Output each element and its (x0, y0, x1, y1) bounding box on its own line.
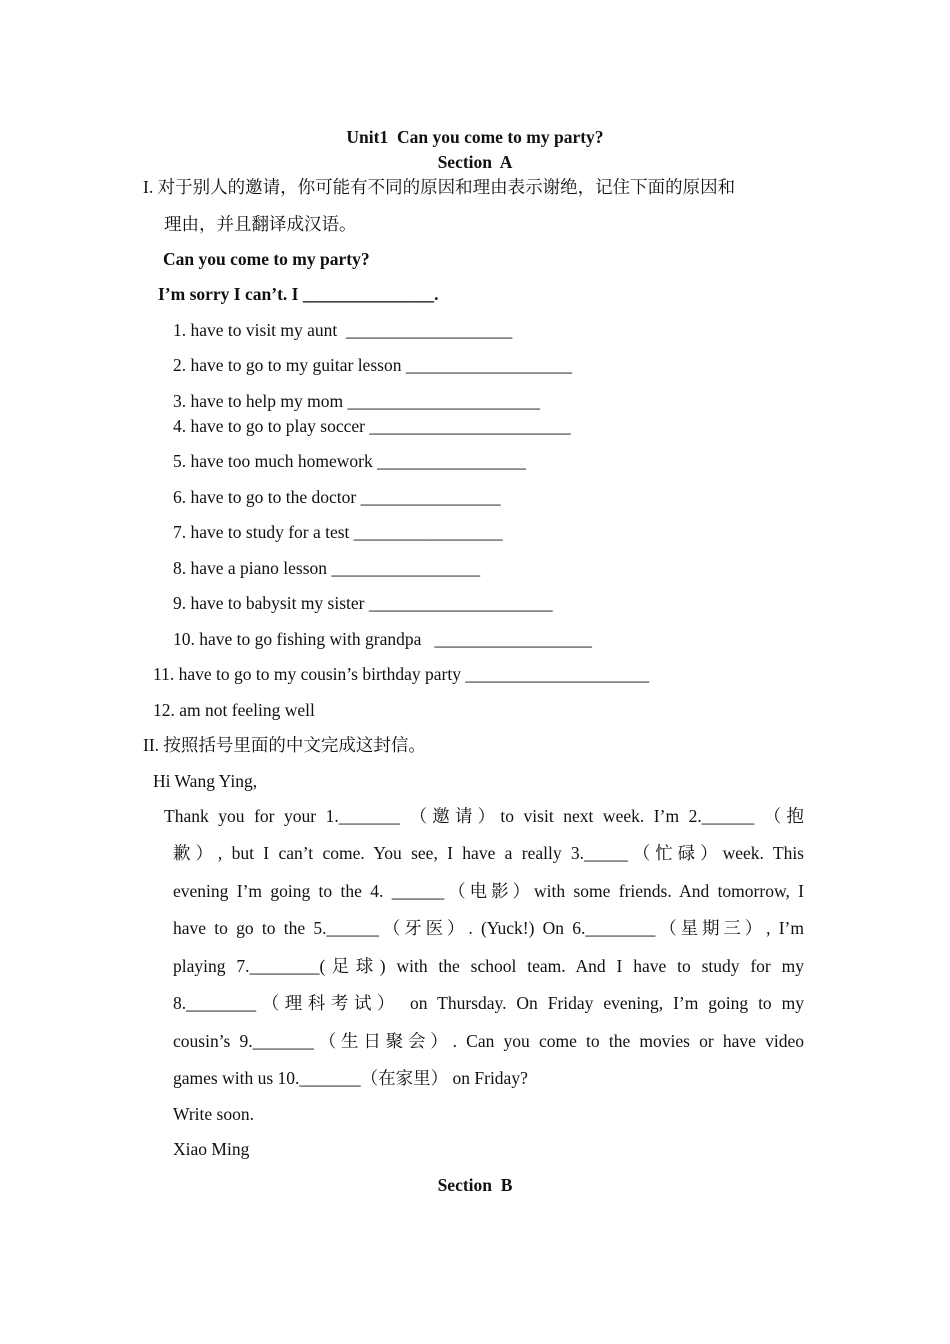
letter-closing: Write soon. (173, 1104, 254, 1124)
part1-instruction-line1: I. 对于别人的邀请，你可能有不同的原因和理由表示谢绝，记住下面的原因和 (143, 177, 736, 197)
list-item: 7. have to study for a test _________________ (173, 522, 503, 542)
letter-signature: Xiao Ming (173, 1139, 250, 1159)
letter-body-line: 8.________（理科考试） on Thursday. On Friday evening, I’m going to my (173, 993, 804, 1013)
letter-body-line: playing 7.________(足球) with the school team. And I have to study for my (173, 956, 804, 976)
list-item: 4. have to go to play soccer _______________________ (173, 416, 571, 436)
list-item: 11. have to go to my cousin’s birthday party _____________________ (153, 664, 650, 684)
list-item: 10. have to go fishing with grandpa __________________ (173, 629, 592, 649)
list-item: 2. have to go to my guitar lesson ___________________ (173, 355, 573, 375)
list-item: 5. have too much homework _________________ (173, 451, 526, 471)
list-item: 9. have to babysit my sister _____________________ (173, 593, 553, 613)
part1-answer-stem: I’m sorry I can’t. I _______________. (158, 284, 439, 304)
part1-question: Can you come to my party? (163, 249, 370, 269)
letter-body-last-line: games with us 10._______（在家里） on Friday? (173, 1068, 528, 1088)
page-title: Unit1 Can you come to my party? (346, 127, 604, 147)
list-item: 6. have to go to the doctor ________________ (173, 487, 501, 507)
letter-body-line: 歉）, but I can’t come. You see, I have a really 3._____（忙碌）week. This (173, 843, 804, 863)
letter-greeting: Hi Wang Ying, (153, 771, 258, 791)
letter-body-line: Thank you for your 1._______ （邀请）to visit next week. I’m 2.______ （抱 (164, 806, 804, 826)
list-item: 12. am not feeling well (153, 700, 315, 720)
letter-body-line: evening I’m going to the 4. ______（电影）with some friends. And tomorrow, I (173, 881, 804, 901)
section-b-heading: Section B (437, 1175, 513, 1195)
part2-instruction: II. 按照括号里面的中文完成这封信。 (143, 735, 426, 755)
section-a-heading: Section A (437, 152, 513, 172)
list-item: 8. have a piano lesson _________________ (173, 558, 481, 578)
list-item: 1. have to visit my aunt ___________________ (173, 320, 513, 340)
part1-instruction-line2: 理由，并且翻译成汉语。 (164, 214, 357, 234)
list-item: 3. have to help my mom ______________________ (173, 391, 540, 411)
letter-body-line: have to go to the 5.______（牙医）. (Yuck!) On 6.________（星期三）, I’m (173, 918, 804, 938)
letter-body-line: cousin’s 9._______（生日聚会）. Can you come to the movies or have video (173, 1031, 804, 1051)
